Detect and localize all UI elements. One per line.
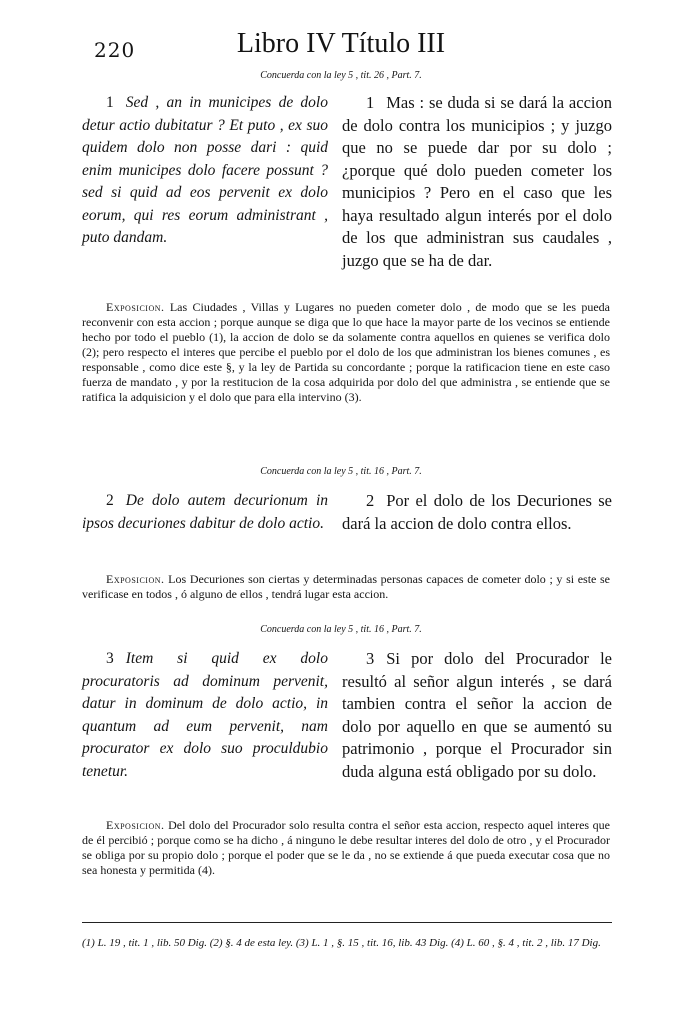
exposition-text: Los Decuriones son ciertas y determinadas personas capaces de cometer dolo ; y si este se verificase en todos , ó alguno de ellos , tendrá lugar esta accion. (82, 572, 611, 601)
spanish-text: Mas : se duda si se dará la accion de dolo contra los municipios ; y juzgo que no se puede dar por su dolo ; ¿porque qué dolo pueden cometer los municipios ? Pero en el caso que les haya resultado algun interés por el dolo de los que administran sus caudales , juzgo que se ha de dar. (342, 93, 612, 270)
running-title: Libro IV Título III (236, 28, 446, 59)
latin-paragraph (82, 648, 328, 783)
paragraph-number: 3 (366, 649, 375, 668)
exposition-text: Del dolo del Procurador solo resulta contra el señor esta accion, respecto aquel interes que de él percibió ; porque como se ha dicho , á ninguno le debe resultar interes del dolo de otro , y el Procurador se obliga por su propio dolo ; porque el poder que se le da , no se extiende á que pueda executar cosa que no sea honesta y permitida (4). (82, 818, 611, 877)
spanish-paragraph (342, 490, 612, 535)
paragraph-number: 1 (366, 93, 375, 112)
page-header (0, 28, 682, 68)
parallel-text-block (82, 490, 612, 535)
latin-text: Item si quid ex dolo procuratoris ad dominum pervenit, datur in dominum de dolo actio, in quantum ad eum pervenit, nam procurator ex dolo suo proculdubio tenetur. (82, 650, 328, 780)
latin-text: De dolo autem decurionum in ipsos decuriones dabitur de dolo actio. (82, 492, 328, 532)
page-number: 220 (94, 38, 136, 62)
paragraph-number: 2 (106, 492, 114, 509)
exposition-text: Las Ciudades , Villas y Lugares no pueden cometer dolo , de modo que se les pueda reconvenir con esta accion ; porque aunque se diga que lo que hace la mayor parte de los vecinos se entiende hecho por todo el pueblo (1), la accion de dolo se da solamente contra aquellos en quienes se verifica dolo (2); pero respecto el interes que percibe el pueblo por el dolo de los que administran los bienes comunes , es responsable , como dice este §, y la ley de Partida su concordante ; porque la ratificacion tiene en este caso fuerza de mandato , y por la restitucion de la cosa adquirida por dolo del que administra , se entiende que se ratifica la adquisicion y el dolo que para ella intervino (3). (82, 300, 610, 404)
spanish-text: Si por dolo del Procurador le resultó al señor algun interés , se dará tambien contra el señor la accion de dolo por aquello en que se aumentó su patrimonio , porque el Procurador sin duda alguna está obligado por su dolo. (342, 649, 612, 781)
concordance-note: Concuerda con la ley 5 , tit. 16 , Part. 7. (260, 466, 422, 477)
spanish-paragraph (342, 648, 612, 783)
paragraph-number: 1 (106, 94, 114, 111)
exposition-paragraph (82, 300, 610, 405)
latin-paragraph (82, 490, 328, 535)
exposition-label: Exposicion. (106, 572, 165, 586)
paragraph-number: 2 (366, 491, 375, 510)
parallel-text-block (82, 92, 612, 272)
exposition-label: Exposicion. (106, 300, 165, 314)
exposition-paragraph (82, 572, 610, 602)
exposition-paragraph (82, 818, 610, 878)
concordance-note: Concuerda con la ley 5 , tit. 26 , Part. 7. (260, 70, 422, 81)
concordance-note: Concuerda con la ley 5 , tit. 16 , Part. 7. (260, 624, 422, 635)
parallel-text-block (82, 648, 612, 783)
footnote-rule (82, 922, 612, 923)
footnotes: (1) L. 19 , tit. 1 , lib. 50 Dig. (2) §. 4 de esta ley. (3) L. 1 , §. 15 , tit. 16, lib. 43 Dig. (4) L. 60 , §. 4 , tit. 2 , lib. 17 Dig. (82, 937, 601, 949)
paragraph-number: 3 (106, 650, 114, 667)
spanish-text: Por el dolo de los Decuriones se dará la accion de dolo contra ellos. (342, 491, 612, 533)
latin-text: Sed , an in municipes de dolo detur actio dubitatur ? Et puto , ex suo quidem dolo non posse dari : quid enim municipes dolo facere possunt ? sed si quid ad eos pervenit ex dolo eorum, qui res eorum administrant , puto dandam. (82, 94, 328, 246)
spanish-paragraph (342, 92, 612, 272)
latin-paragraph (82, 92, 328, 272)
exposition-label: Exposicion. (106, 818, 165, 832)
